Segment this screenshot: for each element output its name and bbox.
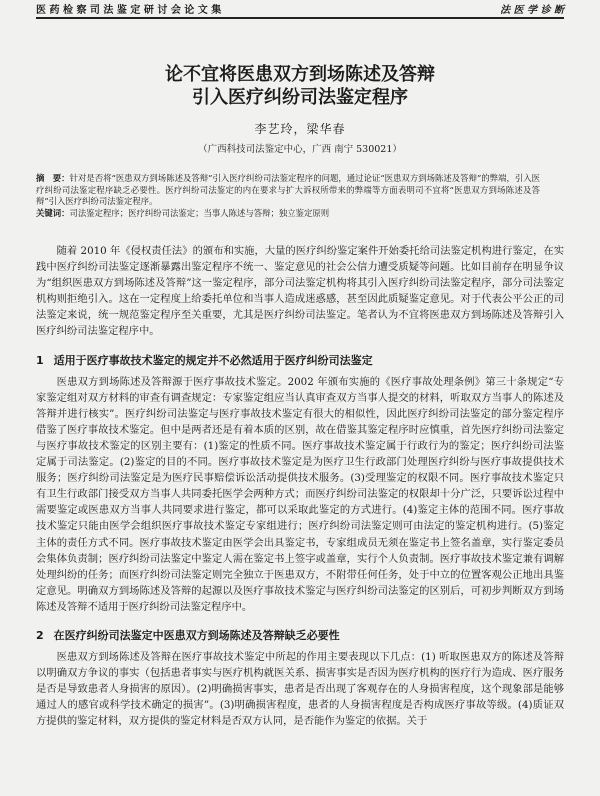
section-1-paragraph: 医患双方到场陈述及答辩源于医疗事故技术鉴定。2002 年颁布实施的《医疗事故处理条例》第三十条规定“专家鉴定组对双方材料的审查有调查规定：专家鉴定组应当认真审查双方当事人提交的材料，听取双方当事人的陈述及答辩并进行核实”。医疗纠纷司法鉴定与医疗事故技术鉴定有很大的相似性，因此医疗纠纷司法鉴定的部分鉴定程序借鉴了医疗事故技术鉴定。但中是两者还是有着本质的区别，故在借鉴其鉴定程序时应慎重，首先医疗纠纷司法鉴定与医疗事故技术鉴定的区别主要有：(1)鉴定的性质不同。医疗事故技术鉴定属于行政行为的鉴定；医疗纠纷司法鉴定属于司法鉴定。(2)鉴定的目的不同。医疗事故技术鉴定是为医疗卫生行政部门处理医疗纠纷与医疗事故提供技术服务；医疗纠纷司法鉴定是为医疗民事赔偿诉讼活动提供技术服务。(3)受理鉴定的权限不同。医疗事故技术鉴定只有卫生行政部门接受双方当事人共同委托医学会两种方式；而医疗纠纷司法鉴定的权限却十分广泛，只要诉讼过程中需要鉴定或医患双方当事人共同要求进行鉴定，都可以采取此鉴定的方式进行。(4)鉴定主体的范围不同。医疗事故技术鉴定只能由医学会组织医疗事故技术鉴定专家组进行；医疗纠纷司法鉴定则可由法定的鉴定机构进行。(5)鉴定主体的责任方式不同。医疗事故技术鉴定由医学会出具鉴定书，专家组成员无须在鉴定书上签名盖章，实行鉴定委员会集体负责制；医疗纠纷司法鉴定中鉴定人需在鉴定书上签字或盖章，实行个人负责制。医疗事故技术鉴定兼有调解处理纠纷的任务；而医疗纠纷司法鉴定则完全独立于医患双方，不附带任何任务，处于中立的位置客观公正地出具鉴定意见。明确双方到场陈述及答辩的起源以及医疗事故技术鉴定与医疗纠纷司法鉴定的区别后，可初步判断双方到场陈述及答辩不适用于医疗纠纷司法鉴定程序中。 [36,375,564,613]
intro-paragraph: 随着 2010 年《侵权责任法》的颁布和实施，大量的医疗纠纷鉴定案件开始委托给司法鉴定机构进行鉴定，在实践中医疗纠纷司法鉴定逐渐暴露出鉴定程序不统一、鉴定意见的社会公信力遭受质疑等问题。比如目前存在明显争议为“组织医患双方到场陈述及答辩”这一鉴定程序，部分司法鉴定机构将其引入医疗纠纷司法鉴定程序，部分司法鉴定机构则拒绝引入。这在一定程度上给委托单位和当事人造成迷惑感，甚至因此质疑鉴定意见。对于代表公平公正的司法鉴定来说，统一规范鉴定程序至关重要，尤其是医疗纠纷司法鉴定。笔者认为不宜将医患双方到场陈述及答辩引入医疗纠纷司法鉴定程序中。 [36,245,564,338]
keywords-label: 关键词： [36,207,70,218]
keywords [36,208,564,220]
section-2-paragraph: 医患双方到场陈述及答辩在医疗事故技术鉴定中所起的作用主要表现以下几点：(1) 听取医患双方的陈述及答辩以明确双方争议的事实（包括患者事实与医疗机构就医关系、损害事实是否因为医疗机构的医疗行为造成、医疗服务是否是导致患者人身损害的原因）。(2)明确损害事实，患者是否出现了客观存在的人身损害程度，这个现象部是能够通过人的感官或科学技术确定的损害”。(3)明确损害程度，患者的人身损害程度是否构成医疗事故等级。(4)质证双方提供的鉴定材料，双方提供的鉴定材料是否双方认同，是否能作为鉴定的依据。关于 [36,650,564,728]
running-header-right: 法 医 学 诊 断 [500,5,564,16]
authors: 李艺玲，梁华春 [254,122,346,136]
abstract-text: 针对是否将“医患双方到场陈述及答辩”引入医疗纠纷司法鉴定程序的问题，通过论证“医患双方到场陈述及答辩”的弊端，引入医疗纠纷司法鉴定程序缺乏必要性。医疗纠纷司法鉴定的内在要求与扩大诉权所带来的弊端等方面表明司不宜将“医患双方到场陈述及答辩”引入医疗纠纷司法鉴定程序。 [36,173,541,206]
article-title [36,63,564,109]
section-1-title: 适用于医疗事故技术鉴定的规定并不必然适用于医疗纠纷司法鉴定 [53,353,373,367]
section-2-heading [36,627,564,643]
section-1-number: 1 [36,353,44,367]
affiliation: （广西科技司法鉴定中心，广西 南宁 530021） [198,144,402,155]
abstract-label: 摘 要： [36,173,70,183]
keywords-text: 司法鉴定程序；医疗纠纷司法鉴定；当事人陈述与答辩；独立鉴定原则 [69,207,330,218]
title-line-1: 论不宜将医患双方到场陈述及答辩 [165,64,435,85]
running-header-left: 医 药 检 察 司 法 鉴 定 研 讨 会 论 文 集 [36,5,222,16]
section-2-number: 2 [36,628,44,642]
section-2-title: 在医疗纠纷司法鉴定中医患双方到场陈述及答辩缺乏必要性 [53,628,340,642]
article-body [0,63,600,729]
abstract [36,173,564,208]
section-1-heading [36,352,564,368]
running-header [36,0,564,19]
title-line-2: 引入医疗纠纷司法鉴定程序 [192,87,408,108]
